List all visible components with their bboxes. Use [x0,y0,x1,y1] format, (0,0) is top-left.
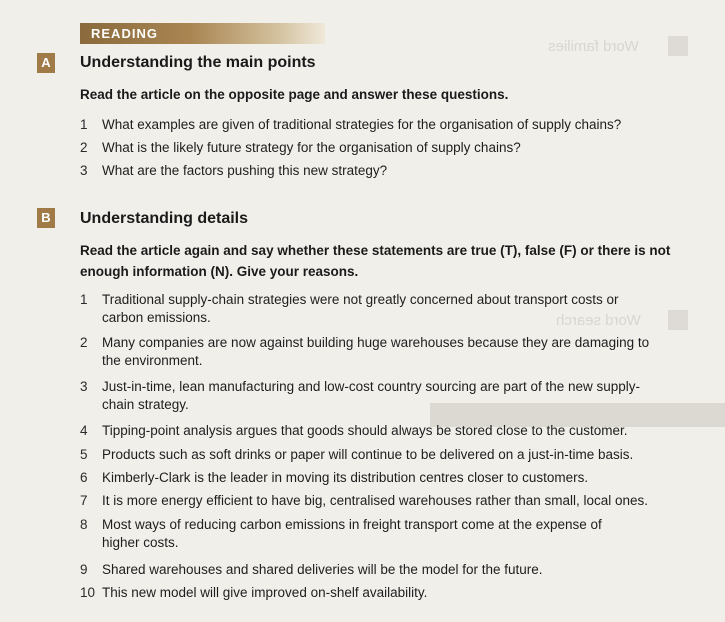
ghost-word-search: Word search [556,312,641,329]
section-a-question [80,162,680,180]
statement-number: 4 [80,423,88,438]
statement-number: 9 [80,562,88,577]
statement-item [80,422,720,440]
section-a-question [80,139,680,157]
section-a-instruction: Read the article on the opposite page and answer these questions. [80,87,509,102]
ghost-box-d [668,310,688,330]
ghost-box-c [668,36,688,56]
question-text: What examples are given of traditional strategies for the organisation of supply chains? [102,117,622,132]
statement-item [80,561,720,579]
question-number: 1 [80,117,88,132]
statement-text: Most ways of reducing carbon emissions in freight transport come at the expense of higher costs. [102,517,602,550]
statement-item [80,446,720,464]
section-b-badge: B [37,208,55,228]
statement-text: Many companies are now against building huge warehouses because they are damaging to the environment. [102,335,650,368]
statement-number: 10 [80,585,96,600]
statement-item [80,378,650,414]
statement-number: 7 [80,493,88,508]
section-a-question [80,116,680,134]
question-number: 3 [80,163,88,178]
section-label: READING [80,23,325,44]
statement-number: 2 [80,335,88,350]
statement-text: Tipping-point analysis argues that goods should always be stored close to the customer. [102,423,628,438]
statement-item [80,492,720,510]
statement-number: 1 [80,292,88,307]
section-a-heading: Understanding the main points [80,54,316,71]
question-text: What are the factors pushing this new strategy? [102,163,388,178]
ghost-word-families: Word families [548,38,639,55]
statement-text: Kimberly-Clark is the leader in moving its distribution centres closer to customers. [102,470,589,485]
statement-item [80,291,640,327]
statement-number: 3 [80,379,88,394]
section-a-badge: A [37,53,55,73]
statement-number: 5 [80,447,88,462]
statement-number: 8 [80,517,88,532]
statement-item [80,334,660,370]
question-text: What is the likely future strategy for the organisation of supply chains? [102,140,521,155]
statement-number: 6 [80,470,88,485]
statement-text: Just-in-time, lean manufacturing and low-cost country sourcing are part of the new supply-chain strategy. [102,379,641,412]
statement-text: This new model will give improved on-shelf availability. [102,585,428,600]
statement-text: Products such as soft drinks or paper will continue to be delivered on a just-in-time basis. [102,447,634,462]
statement-text: Shared warehouses and shared deliveries will be the model for the future. [102,562,543,577]
statement-text: It is more energy efficient to have big, centralised warehouses rather than small, local ones. [102,493,649,508]
statement-text: Traditional supply-chain strategies were not greatly concerned about transport costs or carbon emissions. [102,292,619,325]
section-b-instruction: Read the article again and say whether these statements are true (T), false (F) or there is not enough information (N). Give your reasons. [80,243,671,279]
statement-item [80,584,720,602]
section-b-heading: Understanding details [80,210,249,227]
question-number: 2 [80,140,88,155]
statement-item [80,469,720,487]
statement-item [80,516,640,552]
